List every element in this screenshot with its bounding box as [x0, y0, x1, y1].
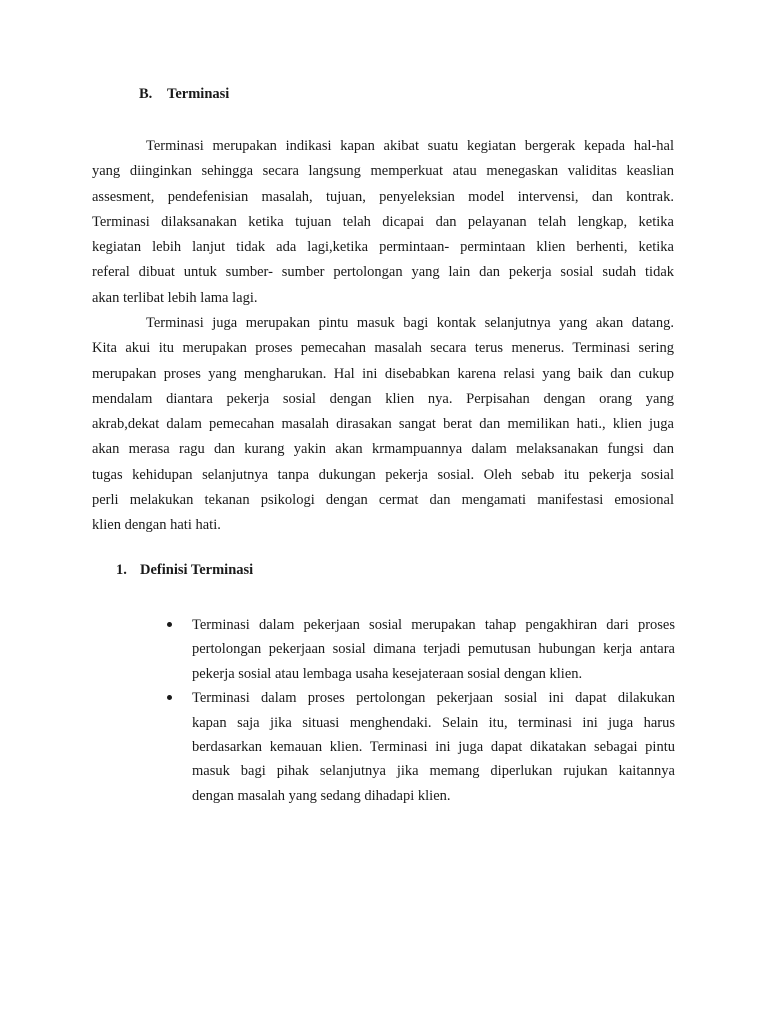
paragraph-line: kegiatan lebih lanjut tidak ada lagi,ketika permintaan- permintaan klien berhenti, ketika: [92, 239, 674, 256]
bullet-line: Terminasi dalam pekerjaan sosial merupakan tahap pengakhiran dari proses: [192, 617, 675, 633]
paragraph-line: Terminasi juga merupakan pintu masuk bagi kontak selanjutnya yang akan datang.: [146, 315, 674, 331]
paragraph-line: assesment, pendefenisian masalah, tujuan, penyeleksian model intervensi, dan kontrak.: [92, 188, 674, 205]
paragraph-line: Terminasi dilaksanakan ketika tujuan telah dicapai dan pelayanan telah lengkap, ketika: [92, 213, 674, 230]
section-heading-1: [116, 562, 253, 579]
paragraph-line: akrab,dekat dalam pemecahan masalah dirasakan sangat berat dan memilikan hati., klien juga: [92, 416, 674, 433]
section-heading-b: [139, 86, 229, 103]
bullet-icon: [167, 695, 172, 700]
section-number: 1.: [116, 562, 127, 578]
paragraph-terminasi-intro: [92, 134, 674, 311]
paragraph-line: yang diinginkan sehingga secara langsung memperkuat atau menegaskan validitas keaslian: [92, 163, 674, 180]
paragraph-line: klien dengan hati hati.: [92, 517, 221, 534]
bullet-line: dengan masalah yang sedang dihadapi klien.: [192, 787, 451, 804]
definition-bullet-list: [167, 613, 675, 808]
bullet-line: Terminasi dalam proses pertolongan pekerjaan sosial ini dapat dilakukan: [192, 690, 675, 707]
section-title: Definisi Terminasi: [140, 562, 254, 578]
paragraph-line: referal dibuat untuk sumber- sumber pertolongan yang lain dan pekerja sosial sudah tidak: [92, 264, 674, 281]
paragraph-line: perli melakukan tekanan psikologi dengan cermat dan mengamati manifestasi emosional: [92, 492, 674, 509]
paragraph-line: merupakan proses yang mengharukan. Hal ini disebabkan karena relasi yang baik dan cukup: [92, 365, 674, 382]
paragraph-terminasi-pintu-masuk: [92, 311, 674, 539]
paragraph-line: Kita akui itu merupakan proses pemecahan masalah secara terus menerus. Terminasi sering: [92, 340, 674, 357]
bullet-line: pekerja sosial atau lembaga usaha kesejateraan sosial dengan klien.: [192, 665, 583, 682]
section-title: Terminasi: [167, 86, 230, 102]
bullet-line: berdasarkan kemauan klien. Terminasi ini juga dapat dikatakan sebagai pintu: [192, 739, 675, 756]
paragraph-line: mendalam diantara pekerja sosial dengan klien nya. Perpisahan dengan orang yang: [92, 390, 674, 407]
bullet-line: pertolongan pekerjaan sosial dimana terjadi pemutusan hubungan kerja antara: [192, 641, 675, 658]
paragraph-line: Terminasi merupakan indikasi kapan akibat suatu kegiatan bergerak kepada hal-hal: [146, 138, 674, 154]
list-item: [167, 613, 675, 686]
bullet-icon: [167, 622, 172, 627]
section-number: B.: [139, 86, 153, 102]
paragraph-line: akan merasa ragu dan kurang yakin akan krmampuannya dalam melaksanakan fungsi dan: [92, 441, 674, 458]
paragraph-line: akan terlibat lebih lama lagi.: [92, 289, 258, 306]
list-item: [167, 686, 675, 808]
bullet-line: masuk bagi pihak selanjutnya jika memang diperlukan rujukan kaitannya: [192, 763, 675, 780]
paragraph-line: tugas kehidupan selanjutnya tanpa dukungan pekerja sosial. Oleh sebab itu pekerja sosial: [92, 466, 674, 483]
bullet-line: kapan saja jika situasi menghendaki. Selain itu, terminasi ini juga harus: [192, 714, 675, 731]
